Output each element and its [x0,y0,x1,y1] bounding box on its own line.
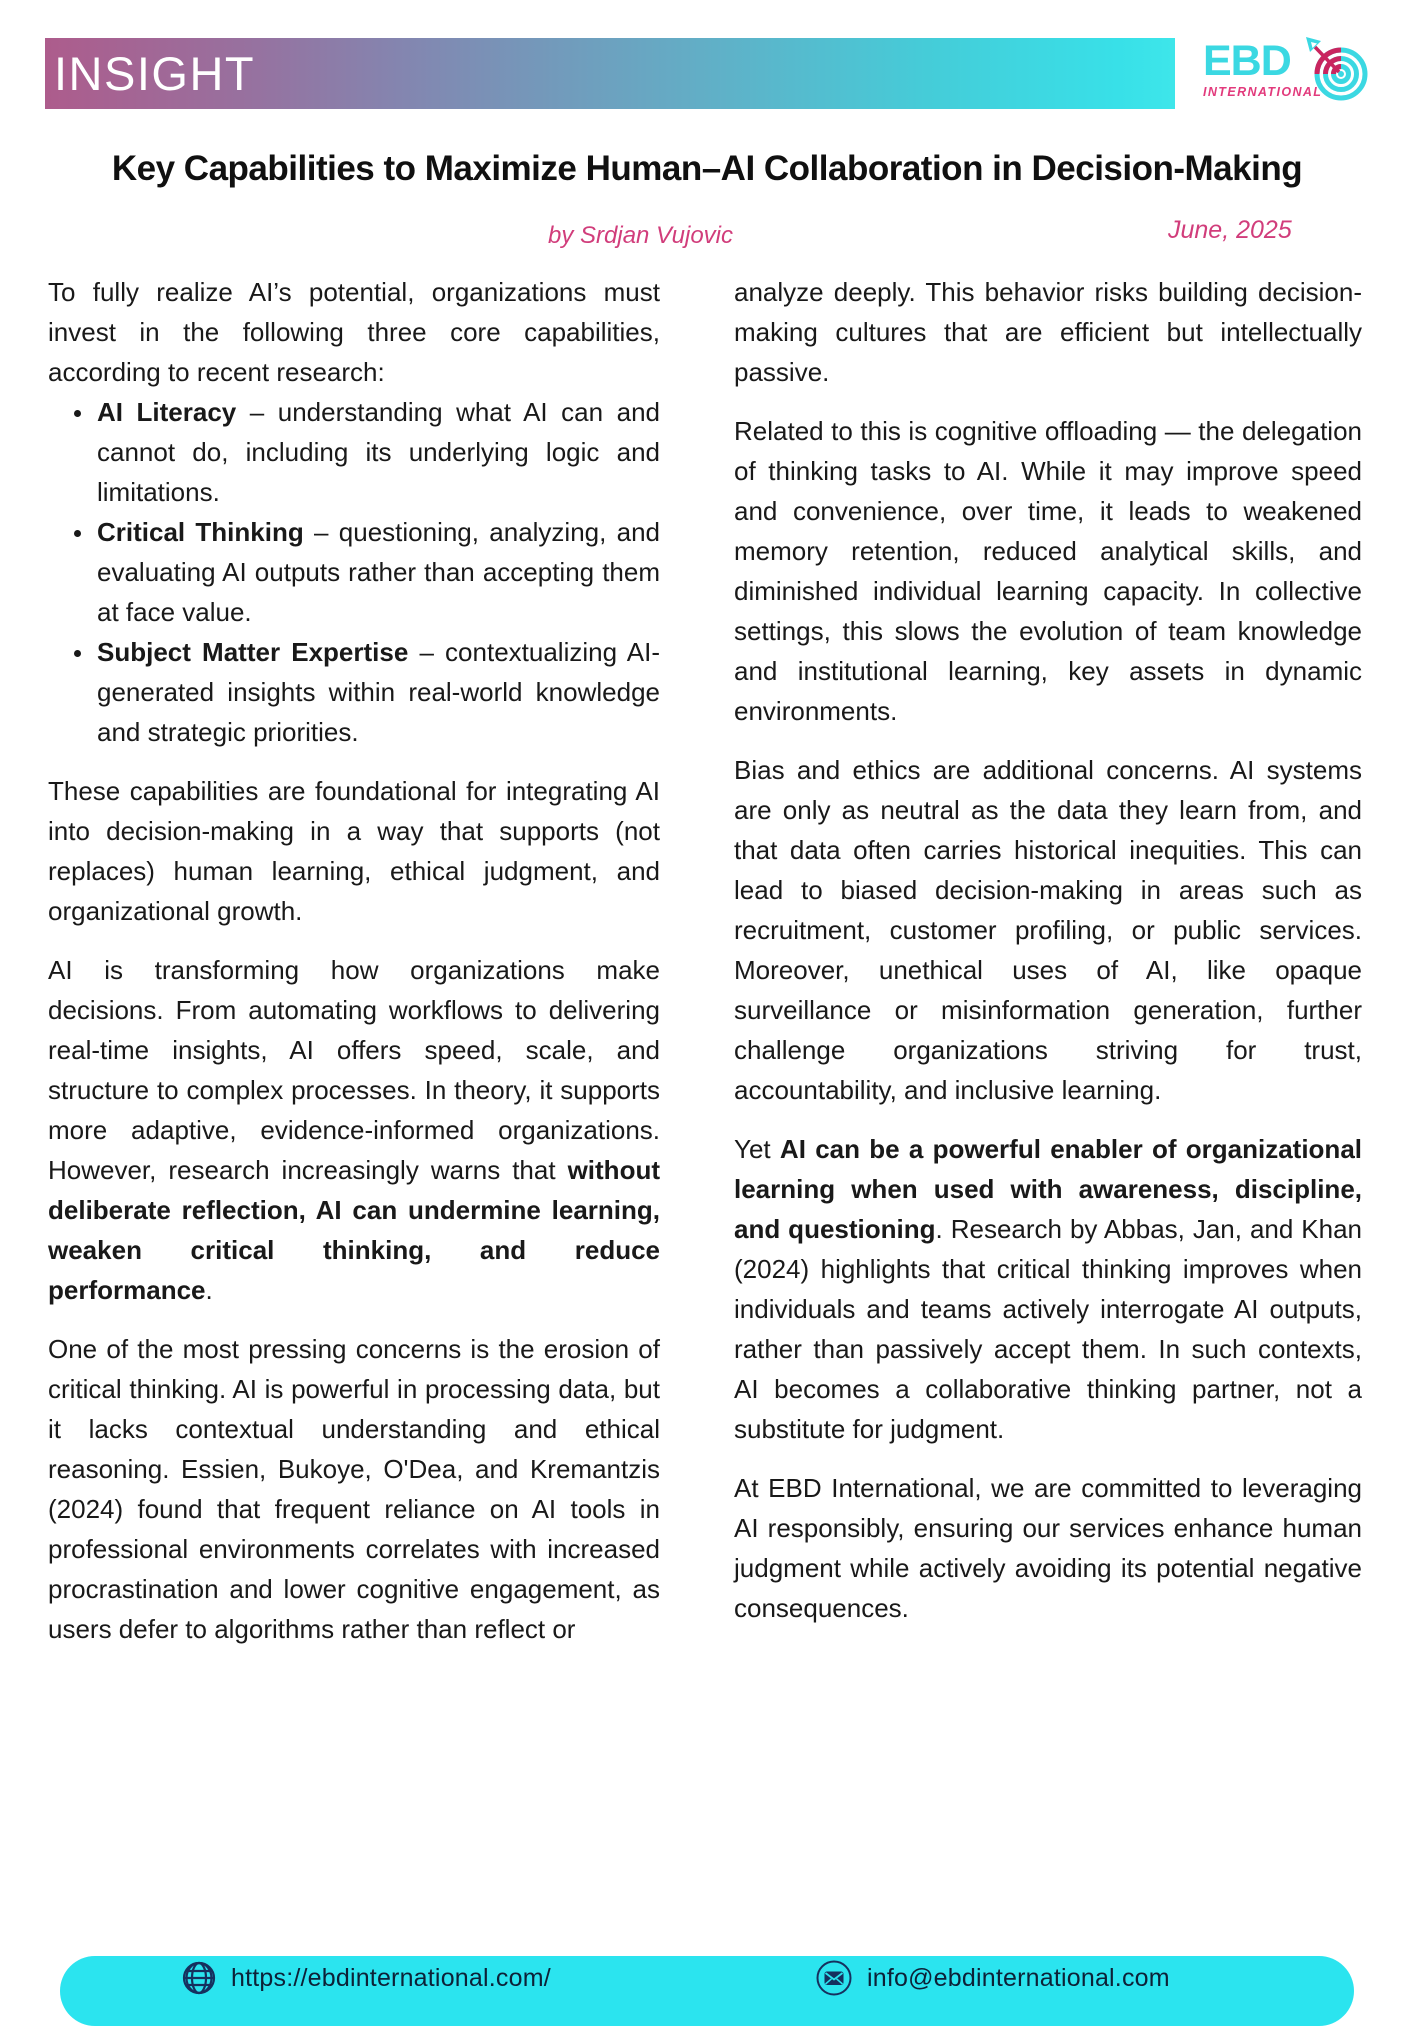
bullet-item: • AI Literacy – understanding what AI can and cannot do, including its underlying logic and limitations. [95,392,660,512]
email-link[interactable]: info@ebdinternational.com [867,1963,1170,1992]
author-byline: by Srdjan Vujovic [548,222,733,249]
website-link[interactable]: https://ebdinternational.com/ [231,1963,551,1992]
paragraph: These capabilities are foundational for integrating AI into decision-making in a way that supports (not replaces) human learning, ethical judgment, and organizational growth. [48,776,660,926]
paragraph: Related to this is cognitive offloading — the delegation of thinking tasks to AI. While it may improve speed and convenience, over time, it leads to weakened memory retention, reduced analytical skills, and diminished individual learning capacity. In collective settings, this slows the evolution of team knowledge and institutional learning, key assets in dynamic environments. [734,416,1362,726]
paragraph: AI is transforming how organizations make decisions. From automating workflows to delivering real-time insights, AI offers speed, scale, and structure to complex processes. In theory, it supports more adaptive, evidence-informed organizations. However, research increasingly warns that without deliberate reflection, AI can undermine learning, weaken critical thinking, and reduce performance. [48,955,660,1305]
publication-date: June, 2025 [1168,216,1292,244]
paragraph: To fully realize AI’s potential, organizations must invest in the following three core capabilities, according to recent research: [48,277,660,387]
globe-icon [180,1959,218,1997]
paragraph: At EBD International, we are committed to leveraging AI responsibly, ensuring our services enhance human judgment while actively avoiding its potential negative consequences. [734,1473,1362,1623]
bullet-item: • Critical Thinking – questioning, analyzing, and evaluating AI outputs rather than accepting them at face value. [95,512,660,632]
banner-title: INSIGHT [54,47,256,100]
paragraph: One of the most pressing concerns is the erosion of critical thinking. AI is powerful in processing data, but it lacks contextual understanding and ethical reasoning. Essien, Bukoye, O'Dea, and Kremantzis (2024) found that frequent reliance on AI tools in professional environments correlates with increased procrastination and lower cognitive engagement, as users defer to algorithms rather than reflect or [48,1334,660,1644]
mail-icon [814,1958,854,1998]
logo-subtitle: INTERNATIONAL [1203,84,1323,99]
bullet-list [48,392,660,752]
page-title: Key Capabilities to Maximize Human–AI Collaboration in Decision-Making [111,149,1303,188]
target-with-dart-icon [1303,34,1369,104]
paragraph: Bias and ethics are additional concerns. AI systems are only as neutral as the data they learn from, and that data often carries historical inequities. This can lead to biased decision-making in areas such as recruitment, customer profiling, or public services. Moreover, unethical uses of AI, like opaque surveillance or misinformation generation, further challenge organizations striving for trust, accountability, and inclusive learning. [734,755,1362,1105]
footer-bar [60,1956,1354,2026]
article-column-left [48,272,660,1668]
article-column-right [734,272,1362,1647]
logo-wordmark: EBD [1203,37,1291,85]
bullet-item: • Subject Matter Expertise – contextualizing AI-generated insights within real-world knowledge and strategic priorities. [95,632,660,752]
paragraph: Yet AI can be a powerful enabler of organizational learning when used with awareness, discipline, and questioning. Research by Abbas, Jan, and Khan (2024) highlights that critical thinking improves when individuals and teams actively interrogate AI outputs, rather than passively accept them. In such contexts, AI becomes a collaborative thinking partner, not a substitute for judgment. [734,1134,1363,1444]
ebd-logo [1203,37,1403,99]
insight-banner [45,38,1175,109]
paragraph: analyze deeply. This behavior risks building decision-making cultures that are efficient but intellectually passive. [734,277,1362,387]
